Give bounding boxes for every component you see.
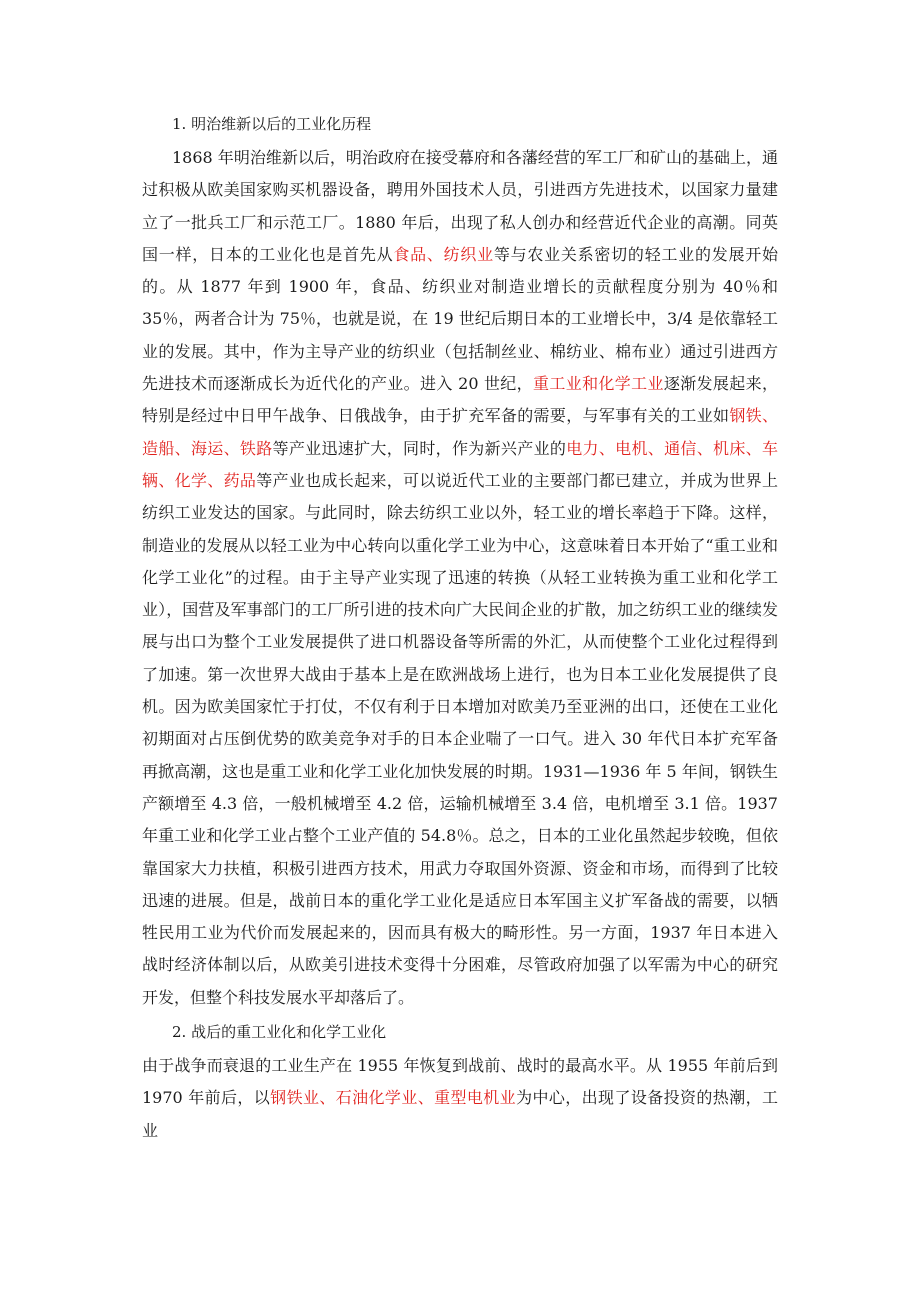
paragraph-text: 由于战争而衰退的工业生产在 1955 年恢复到战前、战时的最高水平。从 1955 年前后到 1970 年前后，以 bbox=[142, 1056, 778, 1108]
highlighted-text: 重工业和化学工业 bbox=[533, 374, 664, 394]
paragraph-text: 为中心，出现了设备投资的热潮，工业 bbox=[142, 1088, 778, 1140]
section-2-paragraph bbox=[142, 1050, 778, 1147]
paragraph-text: 等产业迅速扩大，同时，作为新兴产业的 bbox=[272, 438, 567, 458]
paragraph-text: 1868 年明治维新以后，明治政府在接受幕府和各藩经营的军工厂和矿山的基础上，通过积极从欧美国家购买机器设备，聘用外国技术人员，引进西方先进技术，以国家力量建立了一批兵工厂和示范工厂。1880 年后，出现了私人创办和经营近代企业的高潮。同英国一样，日本的工业化也是首先从 bbox=[142, 148, 778, 264]
highlighted-text: 钢铁业、石油化学业、重型电机业 bbox=[270, 1088, 517, 1108]
document-page bbox=[142, 110, 778, 1147]
section-1-paragraph bbox=[142, 142, 778, 1014]
highlighted-text: 电力、电机、通信、机床、车辆、化学、药品 bbox=[142, 438, 778, 490]
section-1-heading: 1. 明治维新以后的工业化历程 bbox=[172, 115, 372, 133]
paragraph-text: 逐渐发展起来，特别是经过中日甲午战争、日俄战争，由于扩充军备的需要，与军事有关的工业如 bbox=[142, 374, 778, 426]
paragraph-text: 等与农业关系密切的轻工业的发展开始的。从 1877 年到 1900 年，食品、纺织业对制造业增长的贡献程度分别为 40％和 35％，两者合计为 75％，也就是说，在 19 世纪后期日本的工业增长中，3/4 是依靠轻工业的发展。其中，作为主导产业的纺织业（包括制丝业、棉纺业、棉布业）通过引进西方先进技术而逐渐成长为近代化的产业。进入 20 世纪， bbox=[142, 244, 778, 394]
paragraph-text: 等产业也成长起来，可以说近代工业的主要部门都已建立，并成为世界上纺织工业发达的国家。与此同时，除去纺织工业以外，轻工业的增长率趋于下降。这样，制造业的发展从以轻工业为中心转向以重化学工业为中心，这意味着日本开始了“重工业和化学工业化”的过程。由于主导产业实现了迅速的转换（从轻工业转换为重工业和化学工业），国营及军事部门的工厂所引进的技术向广大民间企业的扩散，加之纺织工业的继续发展与出口为整个工业发展提供了进口机器设备等所需的外汇，从而使整个工业化过程得到了加速。第一次世界大战由于基本上是在欧洲战场上进行，也为日本工业化发展提供了良机。因为欧美国家忙于打仗，不仅有利于日本增加对欧美乃至亚洲的出口，还使在工业化初期面对占压倒优势的欧美竞争对手的日本企业喘了一口气。进入 30 年代日本扩充军备再掀高潮，这也是重工业和化学工业化加快发展的时期。1931—1936 年 5 年间，钢铁生产额增至 4.3 倍，一般机械增至 4.2 倍，运输机械增至 3.4 倍，电机增至 3.1 倍。1937 年重工业和化学工业占整个工业产值的 54.8％。总之，日本的工业化虽然起步较晚，但依靠国家大力扶植，积极引进西方技术，用武力夺取国外资源、资金和市场，而得到了比较迅速的进展。但是，战前日本的重化学工业化是适应日本军国主义扩军备战的需要，以牺牲民用工业为代价而发展起来的，因而具有极大的畸形性。另一方面，1937 年日本进入战时经济体制以后，从欧美引进技术变得十分困难，尽管政府加强了以军需为中心的研究开发，但整个科技发展水平却落后了。 bbox=[142, 470, 778, 1007]
section-2-heading: 2. 战后的重工业化和化学工业化 bbox=[172, 1023, 387, 1042]
highlighted-text: 食品、纺织业 bbox=[393, 244, 494, 264]
highlighted-text: 钢铁、造船、海运、铁路 bbox=[142, 406, 778, 458]
